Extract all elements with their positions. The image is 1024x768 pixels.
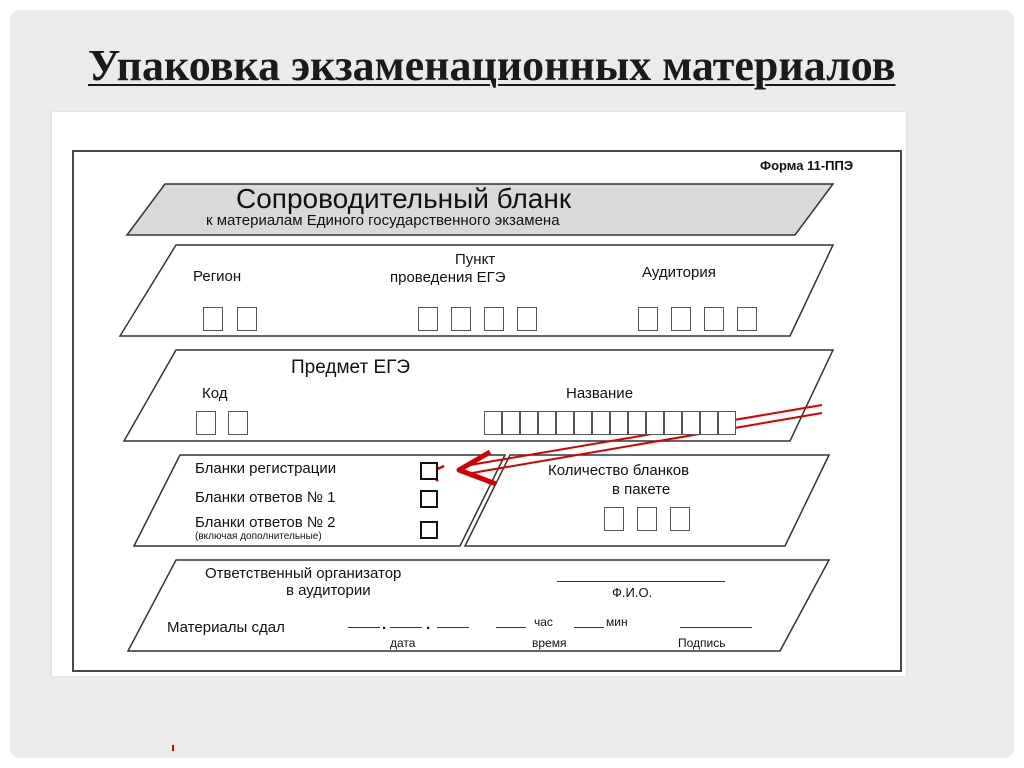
subject-name-box[interactable]: [628, 411, 646, 435]
subject-code-box[interactable]: [228, 411, 248, 435]
point-digit-box[interactable]: [451, 307, 471, 331]
date-month-line[interactable]: [390, 627, 422, 628]
fio-label: Ф.И.О.: [612, 585, 653, 600]
signature-label: Подпись: [678, 636, 726, 650]
blank-type-note: (включая дополнительные): [195, 531, 322, 542]
point-label-line2: проведения ЕГЭ: [390, 269, 506, 286]
date-label: дата: [390, 636, 416, 650]
fio-line[interactable]: [557, 581, 725, 582]
count-digit-box[interactable]: [670, 507, 690, 531]
blank-registration-checkbox[interactable]: [420, 462, 438, 480]
point-digit-box[interactable]: [484, 307, 504, 331]
auditorium-digit-box[interactable]: [704, 307, 724, 331]
subject-name-box[interactable]: [718, 411, 736, 435]
count-label-line2: в пакете: [612, 481, 671, 498]
blank-answers-2-checkbox[interactable]: [420, 521, 438, 539]
blank-answers-1-checkbox[interactable]: [420, 490, 438, 508]
slide-title: Упаковка экзаменационных материалов: [88, 41, 896, 90]
blank-type-label: Бланки ответов № 1: [195, 489, 336, 506]
point-digit-box[interactable]: [517, 307, 537, 331]
subject-title: Предмет ЕГЭ: [291, 357, 411, 378]
count-digit-box[interactable]: [604, 507, 624, 531]
signature-line[interactable]: [680, 627, 752, 628]
time-label: время: [532, 636, 567, 650]
region-digit-box[interactable]: [203, 307, 223, 331]
blank-type-label: Бланки регистрации: [195, 460, 337, 477]
count-digit-box[interactable]: [637, 507, 657, 531]
date-day-line[interactable]: [348, 627, 380, 628]
point-label-line1: Пункт: [455, 251, 496, 268]
minute-label: мин: [606, 615, 628, 629]
auditorium-digit-box[interactable]: [737, 307, 757, 331]
subject-name-box[interactable]: [682, 411, 700, 435]
subject-name-box[interactable]: [484, 411, 502, 435]
subject-name-label: Название: [566, 385, 634, 402]
auditorium-digit-box[interactable]: [671, 307, 691, 331]
subject-name-box[interactable]: [538, 411, 556, 435]
subject-name-box[interactable]: [646, 411, 664, 435]
date-separator: .: [426, 616, 431, 633]
subject-name-box[interactable]: [574, 411, 592, 435]
count-label-line1: Количество бланков: [548, 462, 690, 479]
red-dot-mark: [172, 745, 174, 751]
region-label: Регион: [193, 268, 242, 285]
subject-code-box[interactable]: [196, 411, 216, 435]
subject-name-box[interactable]: [556, 411, 574, 435]
date-separator: .: [382, 616, 387, 633]
subject-name-box[interactable]: [664, 411, 682, 435]
responsible-label-line2: в аудитории: [286, 582, 371, 599]
subject-code-label: Код: [202, 385, 228, 402]
form-title: Сопроводительный бланк: [236, 183, 572, 214]
date-year-line[interactable]: [437, 627, 469, 628]
auditorium-label: Аудитория: [642, 264, 716, 281]
minute-line[interactable]: [574, 627, 604, 628]
point-digit-box[interactable]: [418, 307, 438, 331]
subject-name-box[interactable]: [700, 411, 718, 435]
subject-name-box[interactable]: [502, 411, 520, 435]
form-subtitle: к материалам Единого государственного экзамена: [206, 212, 560, 229]
form-id: Форма 11-ППЭ: [760, 158, 854, 173]
region-digit-box[interactable]: [237, 307, 257, 331]
hour-label: час: [534, 615, 553, 629]
materials-submitted-label: Материалы сдал: [167, 619, 285, 636]
subject-name-box[interactable]: [592, 411, 610, 435]
hour-line[interactable]: [496, 627, 526, 628]
subject-name-box[interactable]: [610, 411, 628, 435]
responsible-label-line1: Ответственный организатор: [205, 565, 402, 582]
blank-type-label: Бланки ответов № 2: [195, 514, 336, 531]
subject-name-box[interactable]: [520, 411, 538, 435]
auditorium-digit-box[interactable]: [638, 307, 658, 331]
